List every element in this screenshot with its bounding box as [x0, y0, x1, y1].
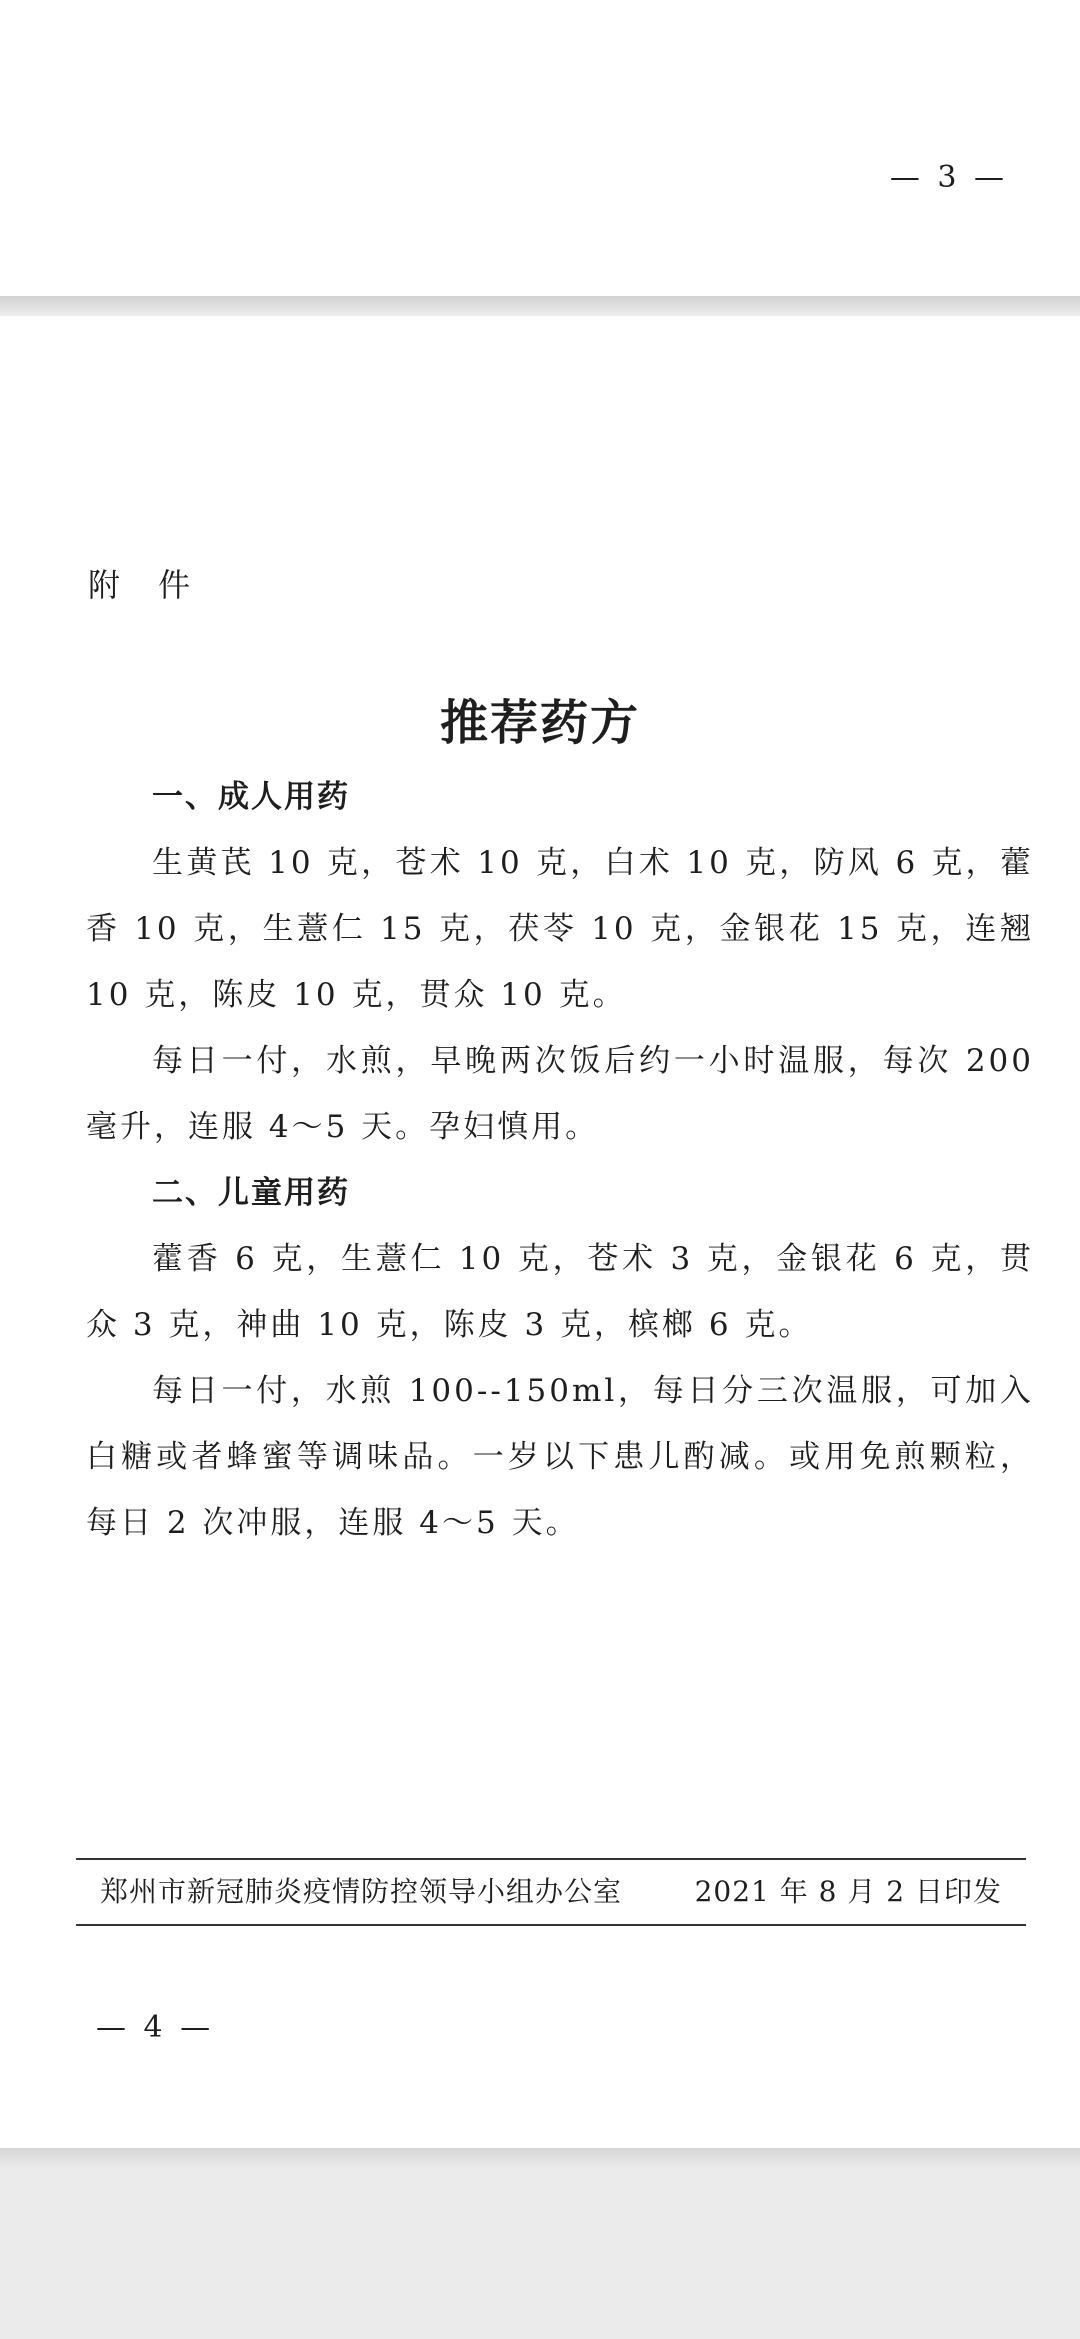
page-gap-bottom: [0, 2148, 1080, 2170]
adult-ingredients-paragraph: 生黄芪 10 克，苍术 10 克，白术 10 克，防风 6 克，藿香 10 克，生薏仁 15 克，茯苓 10 克，金银花 15 克，连翘 10 克，陈皮 10 克，贯众 10 克。: [86, 845, 1034, 1013]
document-body: [86, 764, 1034, 1556]
child-usage-paragraph: 每日一付，水煎 100--150ml，每日分三次温服，可加入白糖或者蜂蜜等调味品。一岁以下患儿酌减。或用免煎颗粒，每日 2 次冲服，连服 4～5 天。: [86, 1373, 1034, 1541]
issue-date: 2021 年 8 月 2 日印发: [694, 1875, 1002, 1908]
footer-rule-bottom: [76, 1924, 1026, 1926]
page-gap: [0, 296, 1080, 316]
footer-rule-top: [76, 1858, 1026, 1860]
previous-page-sheet: [0, 0, 1080, 296]
child-ingredients-paragraph: 藿香 6 克，生薏仁 10 克，苍术 3 克，金银花 6 克，贯众 3 克，神曲 10 克，陈皮 3 克，槟榔 6 克。: [86, 1241, 1034, 1343]
document-title: 推荐药方: [439, 695, 640, 751]
issuing-office: 郑州市新冠肺炎疫情防控领导小组办公室: [100, 1875, 623, 1908]
attachment-label: 附 件: [88, 566, 205, 604]
page-number: — 4 —: [96, 2010, 215, 2045]
previous-page-number: — 3 —: [889, 160, 1008, 195]
adult-usage-paragraph: 每日一付，水煎，早晚两次饭后约一小时温服，每次 200 毫升，连服 4～5 天。孕妇慎用。: [86, 1043, 1034, 1145]
child-section-heading: 二、儿童用药: [152, 1175, 350, 1211]
adult-section-heading: 一、成人用药: [152, 779, 350, 815]
